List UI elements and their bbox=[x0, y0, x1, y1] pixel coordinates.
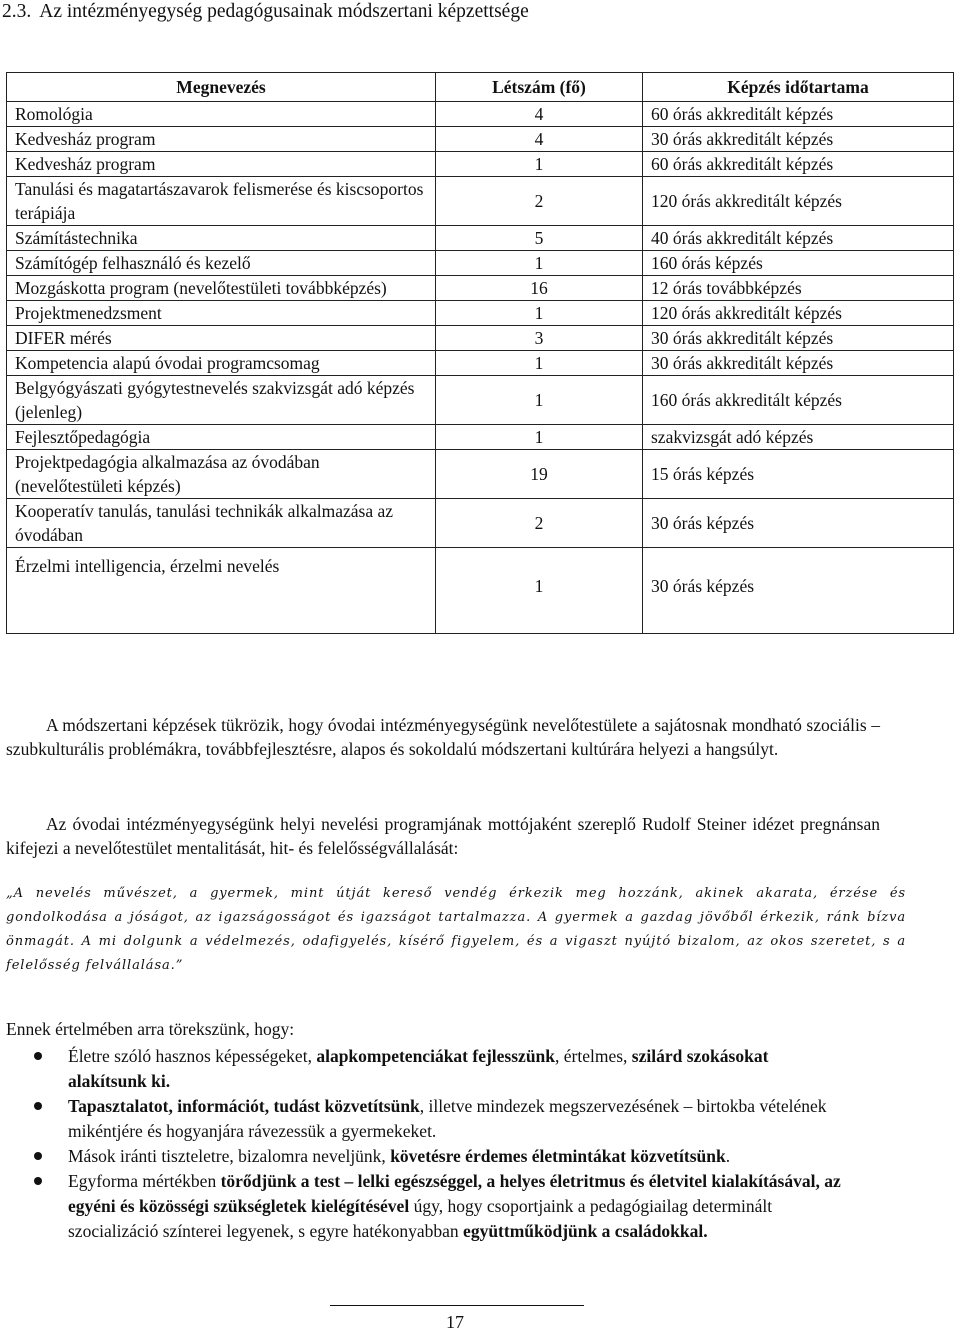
cell-count: 1 bbox=[436, 251, 643, 276]
paragraph-motto-intro: Az óvodai intézményegységünk helyi nevelési programjának mottójaként szereplő Rudolf Steiner idézet pregnánsan kifejezi a nevelőtestület mentalitását, hit- és felelősségvállalását: bbox=[6, 814, 880, 858]
table-row bbox=[7, 177, 954, 226]
cell-count: 1 bbox=[436, 425, 643, 450]
header-name: Megnevezés bbox=[7, 73, 436, 102]
table-row bbox=[7, 326, 954, 351]
cell-count: 4 bbox=[436, 127, 643, 152]
cell-name: Mozgáskotta program (nevelőtestületi továbbképzés) bbox=[7, 276, 436, 301]
table-row bbox=[7, 450, 954, 499]
bullet-icon bbox=[34, 1102, 42, 1110]
cell-duration: 30 órás akkreditált képzés bbox=[643, 351, 954, 376]
table-row bbox=[7, 102, 954, 127]
cell-duration: 30 órás képzés bbox=[643, 499, 954, 548]
cell-count: 1 bbox=[436, 351, 643, 376]
header-duration: Képzés időtartama bbox=[643, 73, 954, 102]
cell-count: 1 bbox=[436, 301, 643, 326]
training-table bbox=[6, 72, 954, 634]
cell-duration: 160 órás képzés bbox=[643, 251, 954, 276]
section-number: 2.3. bbox=[2, 1, 32, 22]
cell-duration: 12 órás továbbképzés bbox=[643, 276, 954, 301]
paragraph-methods: A módszertani képzések tükrözik, hogy óvodai intézményegységünk nevelőtestülete a sajátosnak mondható szociális – szubkulturális problémákra, továbbfejlesztésre, alapos és sokoldalú módszertani kultúrára helyezi a hangsúlyt. bbox=[6, 715, 880, 759]
cell-count: 16 bbox=[436, 276, 643, 301]
list-item: Tapasztalatot, információt, tudást közvetítsünk, illetve mindezek megszervezésének – birtokba vételének mikéntjére és hogyanjára rávezessük a gyermekeket. bbox=[26, 1094, 846, 1144]
table-row bbox=[7, 276, 954, 301]
cell-name: Kompetencia alapú óvodai programcsomag bbox=[7, 351, 436, 376]
table-row bbox=[7, 376, 954, 425]
cell-name: Projektmenedzsment bbox=[7, 301, 436, 326]
table-row bbox=[7, 226, 954, 251]
header-count: Létszám (fő) bbox=[436, 73, 643, 102]
table-row bbox=[7, 152, 954, 177]
table-row bbox=[7, 425, 954, 450]
table-row bbox=[7, 548, 954, 634]
cell-count: 1 bbox=[436, 548, 643, 634]
table-row bbox=[7, 251, 954, 276]
section-heading bbox=[2, 1, 529, 23]
cell-duration: 15 órás képzés bbox=[643, 450, 954, 499]
cell-name: Kedvesház program bbox=[7, 127, 436, 152]
cell-count: 3 bbox=[436, 326, 643, 351]
cell-name: Érzelmi intelligencia, érzelmi nevelés bbox=[7, 548, 436, 634]
cell-name: Fejlesztőpedagógia bbox=[7, 425, 436, 450]
cell-count: 5 bbox=[436, 226, 643, 251]
cell-name: Számítástechnika bbox=[7, 226, 436, 251]
table-row bbox=[7, 499, 954, 548]
cell-count: 2 bbox=[436, 499, 643, 548]
table-row bbox=[7, 127, 954, 152]
cell-name: DIFER mérés bbox=[7, 326, 436, 351]
cell-duration: 120 órás akkreditált képzés bbox=[643, 301, 954, 326]
cell-duration: 40 órás akkreditált képzés bbox=[643, 226, 954, 251]
cell-count: 4 bbox=[436, 102, 643, 127]
list-item: Életre szóló hasznos képességeket, alapkompetenciákat fejlesszünk, értelmes, szilárd szokásokat alakítsunk ki. bbox=[26, 1044, 846, 1094]
cell-duration: 60 órás akkreditált képzés bbox=[643, 102, 954, 127]
cell-name: Számítógép felhasználó és kezelő bbox=[7, 251, 436, 276]
cell-count: 19 bbox=[436, 450, 643, 499]
cell-duration: 160 órás akkreditált képzés bbox=[643, 376, 954, 425]
table-header-row bbox=[7, 73, 954, 102]
steiner-quote: „A nevelés művészet, a gyermek, mint útját kereső vendég érkezik meg hozzánk, akinek akarata, érzése és gondolkodása a jóságot, az igazságosságot és igazságot tartalmazza. A gyermek a gazdag jövőből érkezik, ránk bízva önmagát. A mi dolgunk a védelmezés, odafigyelés, kísérő figyelem, és a vigaszt nyújtó bizalom, az okos szeretet, s a felelősség felvállalása.” bbox=[6, 886, 906, 973]
bullet-icon bbox=[34, 1152, 42, 1160]
cell-name: Kedvesház program bbox=[7, 152, 436, 177]
cell-name: Belgyógyászati gyógytestnevelés szakvizsgát adó képzés (jelenleg) bbox=[7, 376, 436, 425]
bullet-icon bbox=[34, 1052, 42, 1060]
cell-duration: 120 órás akkreditált képzés bbox=[643, 177, 954, 226]
section-title: Az intézményegység pedagógusainak módszertani képzettsége bbox=[39, 1, 529, 22]
cell-duration: 60 órás akkreditált képzés bbox=[643, 152, 954, 177]
cell-duration: szakvizsgát adó képzés bbox=[643, 425, 954, 450]
list-item: Egyforma mértékben törődjünk a test – lelki egészséggel, a helyes életritmus és életvitel kialakításával, az egyéni és közösségi szükségletek kielégítésével úgy, hogy csoportjaink a pedagógiailag determinált szocializáció színterei legyenek, s egyre hatékonyabban együttműködjünk a családokkal. bbox=[26, 1169, 846, 1244]
cell-count: 2 bbox=[436, 177, 643, 226]
cell-duration: 30 órás képzés bbox=[643, 548, 954, 634]
table-body bbox=[7, 102, 954, 634]
footer-divider bbox=[330, 1305, 584, 1306]
cell-name: Tanulási és magatartászavarok felismerése és kiscsoportos terápiája bbox=[7, 177, 436, 226]
page-number: 17 bbox=[446, 1312, 464, 1332]
goals-list bbox=[26, 1044, 846, 1244]
list-item: Mások iránti tiszteletre, bizalomra neveljünk, követésre érdemes életmintákat közvetítsünk. bbox=[26, 1144, 846, 1169]
table-row bbox=[7, 351, 954, 376]
bullet-icon bbox=[34, 1177, 42, 1185]
paragraph-goals-intro: Ennek értelmében arra törekszünk, hogy: bbox=[6, 1019, 295, 1039]
cell-duration: 30 órás akkreditált képzés bbox=[643, 326, 954, 351]
cell-name: Romológia bbox=[7, 102, 436, 127]
cell-duration: 30 órás akkreditált képzés bbox=[643, 127, 954, 152]
cell-count: 1 bbox=[436, 152, 643, 177]
table-row bbox=[7, 301, 954, 326]
cell-count: 1 bbox=[436, 376, 643, 425]
cell-name: Kooperatív tanulás, tanulási technikák alkalmazása az óvodában bbox=[7, 499, 436, 548]
cell-name: Projektpedagógia alkalmazása az óvodában (nevelőtestületi képzés) bbox=[7, 450, 436, 499]
